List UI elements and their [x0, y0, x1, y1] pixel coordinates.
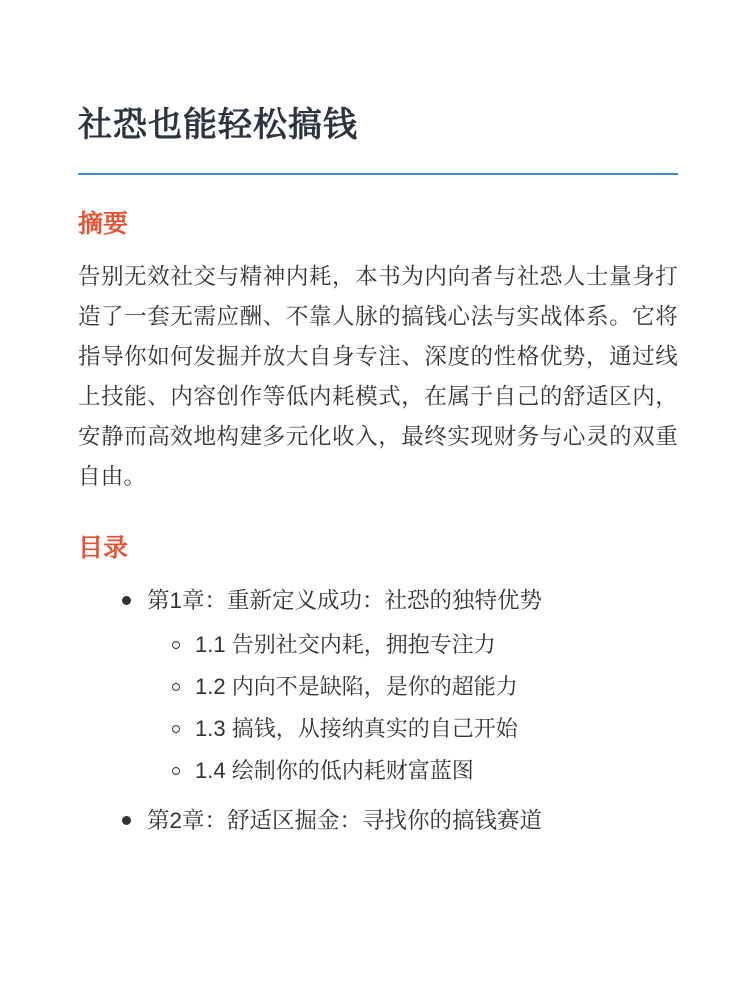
bullet-disc-icon: [122, 816, 131, 825]
title-divider: [78, 173, 678, 175]
toc-section-row[interactable]: [78, 624, 678, 666]
toc-heading: 目录: [78, 533, 129, 562]
toc-chapter: [78, 801, 678, 840]
toc-chapter-row[interactable]: [78, 801, 678, 840]
bullet-circle-icon: [172, 767, 180, 775]
toc-section-row[interactable]: [78, 708, 678, 750]
toc-list: [78, 581, 678, 841]
toc-chapter-row[interactable]: [78, 581, 678, 620]
toc-section-label: 1.2 内向不是缺陷，是你的超能力: [195, 673, 518, 699]
abstract-text: 告别无效社交与精神内耗，本书为内向者与社恐人士量身打造了一套无需应酬、不靠人脉的搞钱心法与实战体系。它将指导你如何发掘并放大自身专注、深度的性格优势，通过线上技能、内容创作等低内耗模式，在属于自己的舒适区内，安静而高效地构建多元化收入，最终实现财务与心灵的双重自由。: [78, 263, 678, 489]
page-title: 社恐也能轻松搞钱: [78, 106, 358, 144]
toc-section-list: [78, 624, 678, 791]
bullet-circle-icon: [172, 683, 180, 691]
toc-chapter-label: 第1章：重新定义成功：社恐的独特优势: [147, 587, 543, 613]
toc-chapter: [78, 581, 678, 792]
bullet-circle-icon: [172, 725, 180, 733]
toc-section-row[interactable]: [78, 750, 678, 792]
table-of-contents: [78, 581, 678, 841]
toc-chapter-label: 第2章：舒适区掘金：寻找你的搞钱赛道: [147, 808, 543, 834]
abstract-heading: 摘要: [78, 209, 129, 238]
bullet-circle-icon: [172, 641, 180, 649]
toc-section-label: 1.1 告别社交内耗，拥抱专注力: [195, 632, 496, 658]
toc-section-label: 1.4 绘制你的低内耗财富蓝图: [195, 757, 474, 783]
bullet-disc-icon: [122, 596, 131, 605]
toc-section-label: 1.3 搞钱，从接纳真实的自己开始: [195, 715, 518, 741]
toc-section-row[interactable]: [78, 666, 678, 708]
